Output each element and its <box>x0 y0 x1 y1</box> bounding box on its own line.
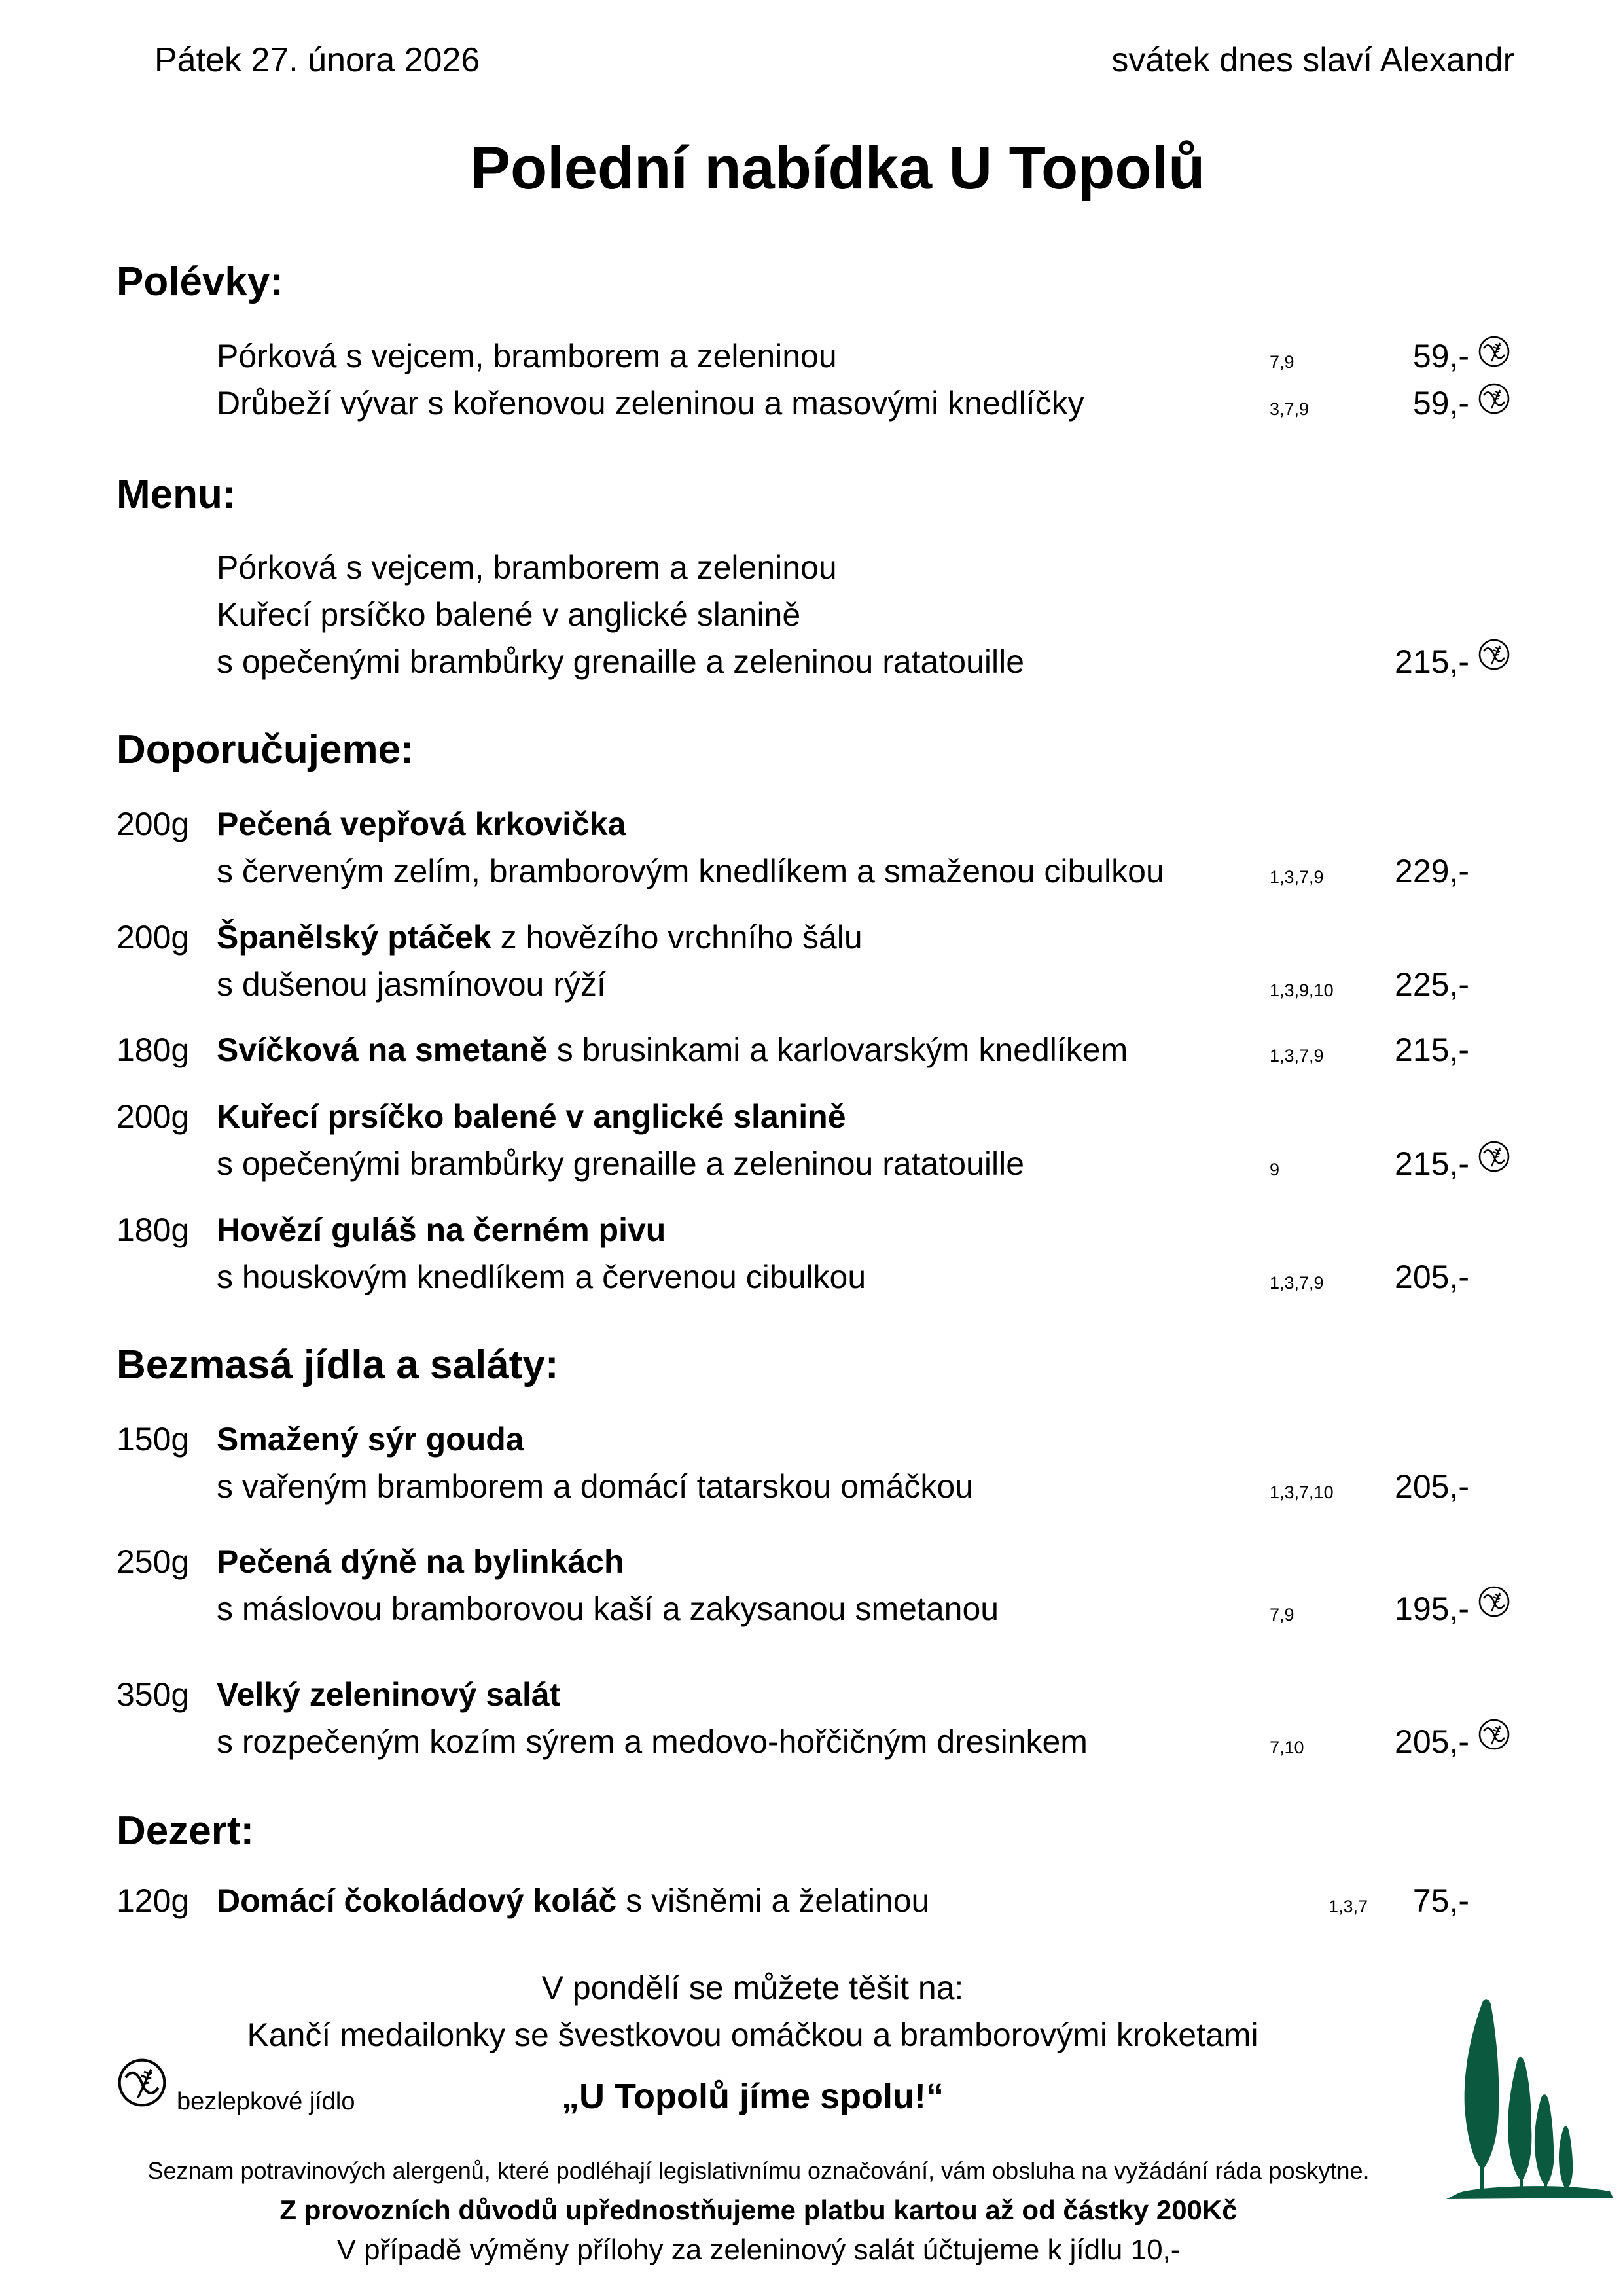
section-heading-recommended: Doporučujeme: <box>116 727 414 772</box>
item-weight: 180g <box>116 1031 190 1068</box>
allergens: 1,3,7,9 <box>1270 867 1324 887</box>
allergens: 1,3,7,10 <box>1270 1482 1334 1502</box>
item-name: Pečená vepřová krkovička <box>217 806 626 842</box>
item-name: Smažený sýr gouda <box>217 1421 524 1458</box>
monday-dish: Kančí medailonky se švestkovou omáčkou a bramborovými kroketami <box>247 2017 1258 2053</box>
item-side: s dušenou jasmínovou rýží <box>217 966 606 1003</box>
item-side: s červeným zelím, bramborovým knedlíkem a smaženou cibulkou <box>217 853 1164 889</box>
allergens: 9 <box>1270 1160 1280 1179</box>
allergens: 1,3,7,9 <box>1270 1273 1324 1293</box>
menu-line: Kuřecí prsíčko balené v anglické slanině <box>217 596 801 633</box>
gluten-free-legend: bezlepkové jídlo <box>177 2088 355 2115</box>
section-heading-dessert: Dezert: <box>116 1808 255 1854</box>
price: 75,- <box>1412 1882 1469 1919</box>
section-heading-vegetarian: Bezmasá jídla a saláty: <box>116 1342 559 1388</box>
item-name: Domácí čokoládový koláč <box>217 1882 617 1919</box>
item-weight: 200g <box>116 919 190 956</box>
allergens: 7,9 <box>1270 1605 1294 1624</box>
item-weight: 200g <box>116 1098 190 1135</box>
price: 215,- <box>1395 643 1469 680</box>
item-weight: 350g <box>116 1676 190 1713</box>
price: 195,- <box>1395 1590 1469 1627</box>
price: 225,- <box>1395 966 1469 1003</box>
item-name-rest: s brusinkami a karlovarským knedlíkem <box>547 1031 1128 1068</box>
gluten-free-icon <box>1478 335 1510 368</box>
allergens: 1,3,7 <box>1329 1897 1368 1916</box>
slogan: „U Topolů jíme spolu!“ <box>562 2077 944 2116</box>
item-side: s rozpečeným kozím sýrem a medovo-hořčičným dresinkem <box>217 1723 1088 1760</box>
monday-intro: V pondělí se můžete těšit na: <box>541 1969 964 2006</box>
item-weight: 250g <box>116 1543 190 1580</box>
price: 215,- <box>1395 1145 1469 1182</box>
section-heading-soups: Polévky: <box>116 259 284 304</box>
item-name-line <box>217 1031 1128 1069</box>
item-name: Španělský ptáček <box>217 919 491 956</box>
allergens: 7,10 <box>1270 1738 1304 1757</box>
menu-line: Pórková s vejcem, bramborem a zeleninou <box>217 549 837 586</box>
item-weight: 150g <box>116 1421 190 1458</box>
name-day-label: svátek dnes slaví Alexandr <box>1111 41 1514 79</box>
page-title: Polední nabídka U Topolů <box>470 135 1205 202</box>
allergens: 1,3,9,10 <box>1270 980 1334 1000</box>
card-payment-note: Z provozních důvodů upřednostňujeme platbu kartou až od částky 200Kč <box>279 2195 1238 2225</box>
allergens: 3,7,9 <box>1270 399 1310 419</box>
item-name-rest: z hovězího vrchního šálu <box>491 919 863 956</box>
gluten-free-icon <box>1478 1718 1510 1751</box>
item-name-line <box>217 1882 929 1920</box>
item-weight: 120g <box>116 1882 190 1919</box>
item-name: Pečená dýně na bylinkách <box>217 1543 624 1580</box>
item-side: s vařeným bramborem a domácí tatarskou omáčkou <box>217 1468 974 1505</box>
item-name: Drůbeží vývar s kořenovou zeleninou a masovými knedlíčky <box>217 385 1084 422</box>
item-name: Hovězí guláš na černém pivu <box>217 1211 666 1248</box>
item-side: s houskovým knedlíkem a červenou cibulkou <box>217 1259 866 1295</box>
item-side: s máslovou bramborovou kaší a zakysanou smetanou <box>217 1590 999 1627</box>
item-name: Velký zeleninový salát <box>217 1676 561 1713</box>
date-label: Pátek 27. února 2026 <box>154 41 480 79</box>
section-heading-menu: Menu: <box>116 472 236 517</box>
menu-line: s opečenými brambůrky grenaille a zeleninou ratatouille <box>217 643 1025 680</box>
price: 229,- <box>1395 853 1469 889</box>
gluten-free-icon <box>1478 382 1510 415</box>
item-side: s opečenými brambůrky grenaille a zeleninou ratatouille <box>217 1145 1025 1182</box>
item-name: Svíčková na smetaně <box>217 1031 548 1068</box>
price: 215,- <box>1395 1031 1469 1068</box>
gluten-free-icon <box>1478 1585 1510 1618</box>
item-name: Kuřecí prsíčko balené v anglické slanině <box>217 1098 846 1135</box>
price: 59,- <box>1412 385 1469 422</box>
item-name-line <box>217 918 863 956</box>
item-name: Pórková s vejcem, bramborem a zeleninou <box>217 338 837 374</box>
item-weight: 180g <box>116 1211 190 1248</box>
allergens: 1,3,7,9 <box>1270 1046 1324 1066</box>
price: 205,- <box>1395 1723 1469 1760</box>
price: 59,- <box>1412 338 1469 374</box>
allergen-note: Seznam potravinových alergenů, které podléhají legislativnímu označování, vám obsluha na vyžádání ráda poskytne. <box>147 2157 1370 2184</box>
allergens: 7,9 <box>1270 352 1294 372</box>
price: 205,- <box>1395 1259 1469 1295</box>
price: 205,- <box>1395 1468 1469 1505</box>
salad-exchange-note: V případě výměny přílohy za zeleninový salát účtujeme k jídlu 10,- <box>336 2234 1181 2266</box>
item-name-rest: s višněmi a želatinou <box>616 1882 930 1919</box>
gluten-free-icon <box>1478 1140 1510 1173</box>
gluten-free-icon <box>1478 638 1510 671</box>
item-weight: 200g <box>116 806 190 842</box>
